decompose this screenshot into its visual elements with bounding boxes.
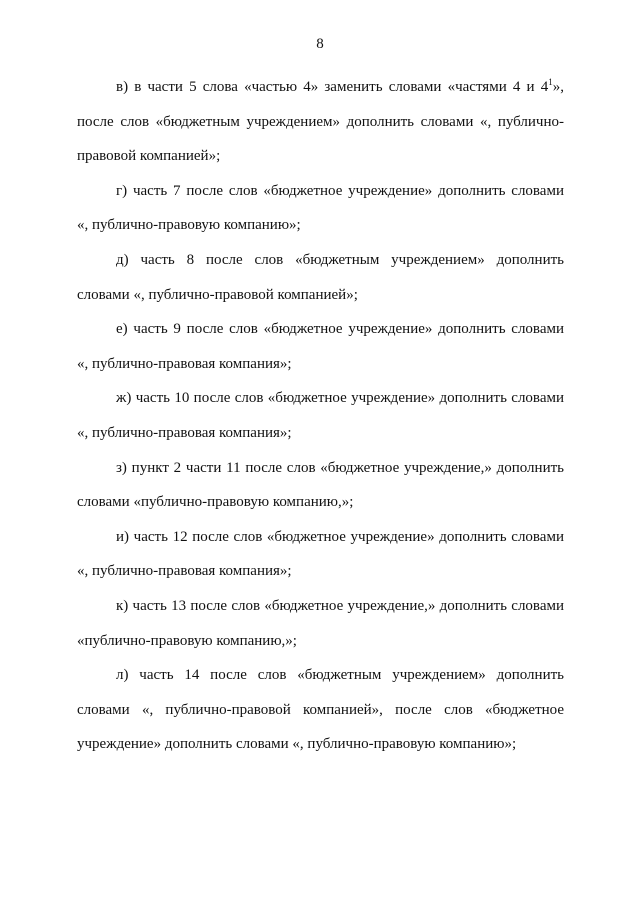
paragraph-k — [77, 589, 564, 658]
paragraph-d-line-1: д) часть 8 после слов «бюджетным учреждением» дополнить — [116, 251, 564, 268]
paragraph-l-line-3: учреждение» дополнить словами «, публично-правовую компанию»; — [77, 736, 517, 753]
paragraph-k-line-1: к) часть 13 после слов «бюджетное учреждение,» дополнить словами — [116, 597, 564, 614]
paragraph-v-line-3: правовой компанией»; — [77, 148, 221, 165]
paragraph-z — [77, 451, 564, 520]
paragraph-v-line-1-text: в) в части 5 слова «частью 4» заменить словами «частями 4 и 4 — [116, 79, 549, 95]
paragraph-v-line-2: после слов «бюджетным учреждением» дополнить словами «, публично- — [77, 113, 564, 130]
paragraph-g-line-1: г) часть 7 после слов «бюджетное учреждение» дополнить словами — [116, 182, 564, 199]
paragraph-g — [77, 174, 564, 243]
paragraph-g-line-2: «, публично-правовую компанию»; — [77, 217, 301, 234]
paragraph-l — [77, 658, 564, 762]
paragraph-i-line-1: и) часть 12 после слов «бюджетное учреждение» дополнить словами — [116, 528, 564, 545]
paragraph-z-line-1: з) пункт 2 части 11 после слов «бюджетное учреждение,» дополнить — [116, 459, 564, 476]
paragraph-v — [77, 70, 564, 174]
paragraph-zh-line-2: «, публично-правовая компания»; — [77, 424, 292, 441]
paragraph-zh — [77, 381, 564, 450]
paragraph-v-line-1 — [77, 70, 564, 105]
paragraph-i-line-2: «, публично-правовая компания»; — [77, 563, 292, 580]
paragraph-k-line-2: «публично-правовую компанию,»; — [77, 632, 297, 649]
paragraph-l-line-1: л) часть 14 после слов «бюджетным учреждением» дополнить — [116, 667, 564, 684]
paragraph-e — [77, 312, 564, 381]
paragraph-zh-line-1: ж) часть 10 после слов «бюджетное учреждение» дополнить словами — [116, 390, 564, 407]
page-number: 8 — [316, 36, 324, 52]
paragraph-e-line-2: «, публично-правовая компания»; — [77, 355, 292, 372]
paragraph-i — [77, 520, 564, 589]
superscript-marker: 1 — [548, 77, 553, 87]
paragraph-e-line-1: е) часть 9 после слов «бюджетное учреждение» дополнить словами — [116, 321, 564, 338]
document-body — [77, 70, 564, 762]
paragraph-l-line-2: словами «, публично-правовой компанией», после слов «бюджетное — [77, 701, 564, 718]
paragraph-d-line-2: словами «, публично-правовой компанией»; — [77, 286, 358, 303]
paragraph-z-line-2: словами «публично-правовую компанию,»; — [77, 494, 354, 511]
paragraph-d — [77, 243, 564, 312]
paragraph-v-line-1-tail: », — [552, 79, 564, 95]
